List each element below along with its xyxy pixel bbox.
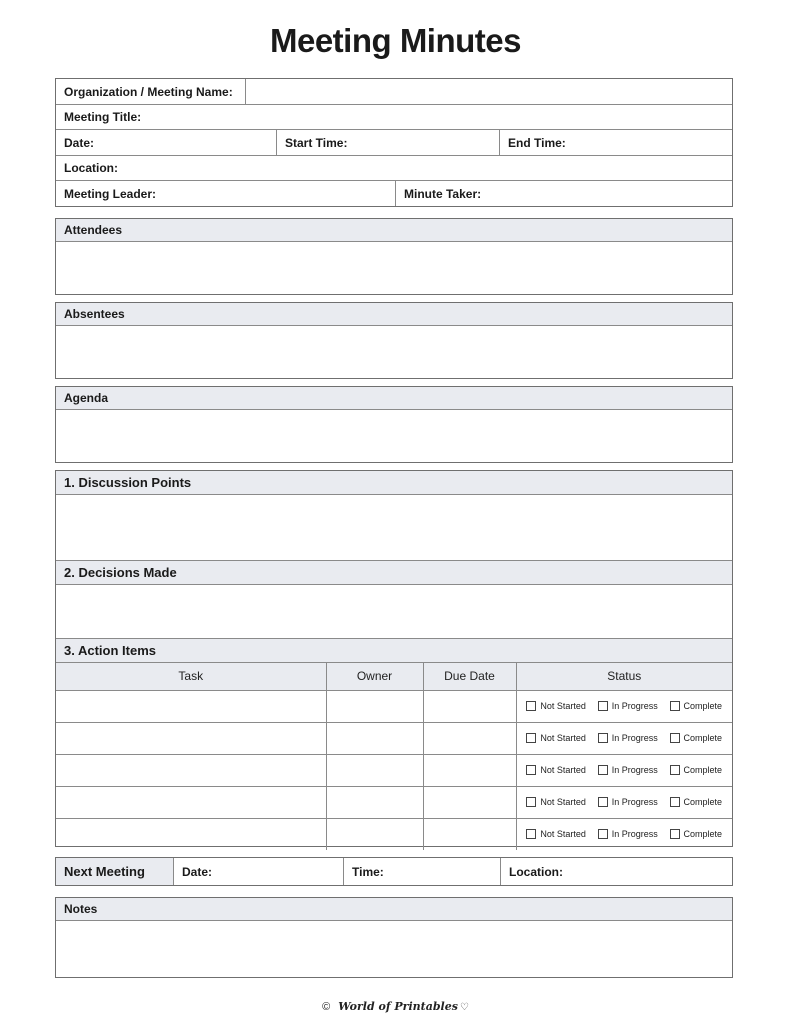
status-option-not-started[interactable]: [526, 701, 586, 711]
date-field[interactable]: [56, 130, 277, 155]
next-meeting-time-field[interactable]: [344, 858, 501, 885]
next-meeting-location-label: Location:: [509, 864, 563, 879]
minutes-body-box: [55, 470, 733, 847]
next-meeting-location-field[interactable]: [501, 858, 732, 885]
checkbox-icon[interactable]: [598, 829, 608, 839]
minute-taker-field[interactable]: [396, 181, 732, 206]
decisions-field[interactable]: [56, 585, 732, 639]
next-meeting-label: Next Meeting: [56, 858, 174, 885]
column-header-task: Task: [56, 663, 326, 690]
due-date-cell[interactable]: [423, 690, 516, 722]
checkbox-icon[interactable]: [670, 701, 680, 711]
attendees-section: [55, 218, 733, 295]
checkbox-icon[interactable]: [670, 797, 680, 807]
task-cell[interactable]: [56, 818, 326, 850]
agenda-field[interactable]: [56, 410, 732, 462]
attendees-field[interactable]: [56, 242, 732, 294]
owner-cell[interactable]: [326, 690, 423, 722]
agenda-section: [55, 386, 733, 463]
status-option-in-progress[interactable]: [598, 701, 658, 711]
brand-logo: World of Printables: [338, 1000, 458, 1013]
checkbox-icon[interactable]: [670, 733, 680, 743]
status-option-in-progress[interactable]: [598, 733, 658, 743]
meeting-leader-label: Meeting Leader:: [64, 186, 157, 201]
page-title: Meeting Minutes: [269, 22, 521, 59]
status-option-not-started[interactable]: [526, 829, 586, 839]
column-header-owner: Owner: [326, 663, 423, 690]
status-cell: [516, 754, 732, 786]
absentees-heading: Absentees: [56, 303, 732, 326]
location-label: Location:: [64, 161, 118, 175]
checkbox-icon[interactable]: [598, 701, 608, 711]
checkbox-icon[interactable]: [670, 765, 680, 775]
option-label: In Progress: [611, 765, 658, 775]
org-label: Organization / Meeting Name:: [56, 79, 246, 104]
meeting-info-box: [55, 78, 733, 207]
end-time-field[interactable]: [500, 130, 732, 155]
option-label: In Progress: [611, 733, 658, 743]
due-date-cell[interactable]: [423, 722, 516, 754]
status-cell: [516, 818, 732, 850]
due-date-cell[interactable]: [423, 786, 516, 818]
option-label: In Progress: [611, 701, 658, 711]
option-label: Not Started: [540, 733, 586, 743]
status-cell: [516, 786, 732, 818]
absentees-section: [55, 302, 733, 379]
table-row: [56, 786, 732, 818]
option-label: In Progress: [611, 797, 658, 807]
meeting-title-label: Meeting Title:: [64, 110, 142, 124]
status-option-not-started[interactable]: [526, 797, 586, 807]
column-header-status: Status: [516, 663, 732, 690]
option-label: Not Started: [540, 829, 586, 839]
location-field[interactable]: [56, 156, 732, 180]
option-label: Complete: [683, 701, 723, 711]
checkbox-icon[interactable]: [526, 701, 536, 711]
status-option-in-progress[interactable]: [598, 797, 658, 807]
status-option-not-started[interactable]: [526, 765, 586, 775]
next-meeting-date-label: Date:: [182, 864, 213, 879]
meeting-leader-field[interactable]: [56, 181, 396, 206]
owner-cell[interactable]: [326, 754, 423, 786]
checkbox-icon[interactable]: [526, 765, 536, 775]
action-items-header-row: [56, 663, 732, 690]
option-label: In Progress: [611, 829, 658, 839]
owner-cell[interactable]: [326, 786, 423, 818]
copyright-symbol: ©: [322, 1001, 331, 1013]
task-cell[interactable]: [56, 722, 326, 754]
due-date-cell[interactable]: [423, 818, 516, 850]
table-row: [56, 818, 732, 850]
table-row: [56, 690, 732, 722]
agenda-heading: Agenda: [56, 387, 732, 410]
action-items-table: [56, 663, 732, 850]
notes-section: [55, 897, 733, 978]
footer: [0, 1000, 791, 1013]
next-meeting-box: [55, 857, 733, 886]
meeting-title-field[interactable]: [56, 105, 732, 129]
status-option-complete[interactable]: [670, 733, 723, 743]
column-header-due-date: Due Date: [423, 663, 516, 690]
status-option-not-started[interactable]: [526, 733, 586, 743]
status-option-complete[interactable]: [670, 765, 723, 775]
status-option-in-progress[interactable]: [598, 765, 658, 775]
option-label: Complete: [683, 797, 723, 807]
task-cell[interactable]: [56, 690, 326, 722]
action-items-heading: 3. Action Items: [56, 639, 732, 663]
absentees-field[interactable]: [56, 326, 732, 378]
status-option-complete[interactable]: [670, 797, 723, 807]
task-cell[interactable]: [56, 754, 326, 786]
status-option-complete[interactable]: [670, 829, 723, 839]
option-label: Not Started: [540, 797, 586, 807]
option-label: Not Started: [540, 701, 586, 711]
end-time-label: End Time:: [508, 135, 566, 150]
checkbox-icon[interactable]: [598, 797, 608, 807]
discussion-field[interactable]: [56, 495, 732, 561]
owner-cell[interactable]: [326, 818, 423, 850]
option-label: Complete: [683, 733, 723, 743]
next-meeting-time-label: Time:: [352, 864, 384, 879]
checkbox-icon[interactable]: [526, 797, 536, 807]
heart-icon: ♡: [459, 1002, 469, 1013]
status-cell: [516, 722, 732, 754]
status-option-complete[interactable]: [670, 701, 723, 711]
date-label: Date:: [64, 135, 95, 150]
discussion-heading: 1. Discussion Points: [56, 471, 732, 495]
table-row: [56, 722, 732, 754]
option-label: Complete: [683, 829, 723, 839]
checkbox-icon[interactable]: [526, 829, 536, 839]
start-time-field[interactable]: [277, 130, 500, 155]
due-date-cell[interactable]: [423, 754, 516, 786]
checkbox-icon[interactable]: [526, 733, 536, 743]
minute-taker-label: Minute Taker:: [404, 186, 482, 201]
option-label: Complete: [683, 765, 723, 775]
status-option-in-progress[interactable]: [598, 829, 658, 839]
table-row: [56, 754, 732, 786]
next-meeting-date-field[interactable]: [174, 858, 344, 885]
notes-heading: Notes: [56, 898, 732, 921]
checkbox-icon[interactable]: [670, 829, 680, 839]
status-cell: [516, 690, 732, 722]
task-cell[interactable]: [56, 786, 326, 818]
notes-field[interactable]: [56, 921, 732, 977]
checkbox-icon[interactable]: [598, 765, 608, 775]
org-field[interactable]: [246, 79, 732, 104]
owner-cell[interactable]: [326, 722, 423, 754]
option-label: Not Started: [540, 765, 586, 775]
start-time-label: Start Time:: [285, 135, 348, 150]
decisions-heading: 2. Decisions Made: [56, 561, 732, 585]
attendees-heading: Attendees: [56, 219, 732, 242]
checkbox-icon[interactable]: [598, 733, 608, 743]
